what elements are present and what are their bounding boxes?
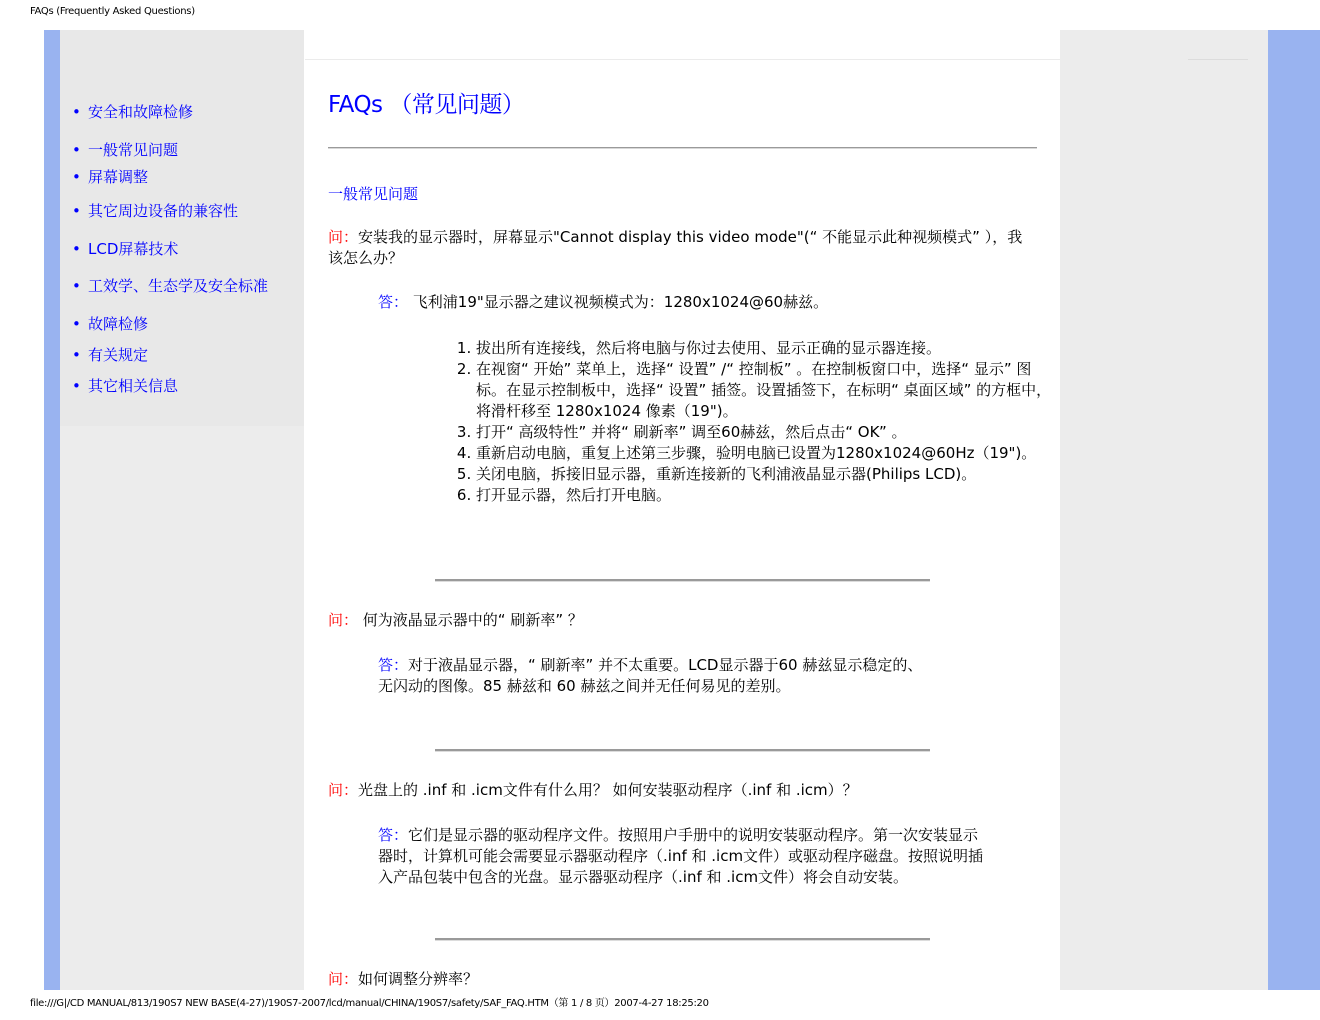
answer-text: 它们是显示器的驱动程序文件。按照用户手册中的说明安装驱动程序。第一次安装显示器时，计算机可能会需要显示器驱动程序（.inf 和 .icm文件）或驱动程序磁盘。按照说明插入产品包装中包含的光盘。显示器驱动程序（.inf 和 .icm文件）将会自动安装。 — [378, 826, 984, 886]
title-divider — [328, 147, 1037, 149]
question-text: 如何调整分辨率？ — [358, 970, 479, 988]
print-header: FAQs (Frequently Asked Questions) — [30, 6, 195, 17]
answer-label: 答： — [378, 826, 409, 844]
faq-divider — [435, 579, 930, 582]
faq-answer — [378, 655, 978, 697]
sidebar-item-lcd-technology[interactable]: • LCD屏幕技术 — [72, 240, 179, 258]
faq-divider — [435, 749, 930, 752]
answer-label: 答： — [378, 656, 409, 674]
answer-text: 对于液晶显示器，“ 刷新率” 并不太重要。LCD显示器于60 赫兹显示稳定的、 — [408, 656, 923, 674]
sidebar-item-label: LCD屏幕技术 — [88, 240, 179, 258]
answer-text: 无闪动的图像。85 赫兹和 60 赫兹之间并无任何易见的差别。 — [378, 677, 791, 695]
sidebar-item-other-info[interactable]: • 其它相关信息 — [72, 377, 179, 395]
list-item: 2. 在视窗“ 开始” 菜单上，选择“ 设置” /“ 控制板” 。在控制板窗口中，选择“ 显示” 图标。在显示控制板中，选择“ 设置” 插签。设置插签下，在标明“ 桌面区域” 的方框中，将滑杆移至 1280x1024 像素（19")。 — [476, 359, 1052, 422]
question-label: 问： — [328, 970, 359, 988]
left-blue-border — [44, 30, 60, 990]
faq-question — [328, 969, 1033, 990]
sidebar-item-label: 一般常见问题 — [88, 141, 179, 159]
faq-answer — [378, 825, 988, 888]
question-text: 安装我的显示器时，屏幕显示"Cannot display this video mode"(“ 不能显示此种视频模式” ），我该怎么办？ — [328, 228, 1023, 267]
right-blue-border — [1268, 30, 1320, 990]
sidebar-item-label: 安全和故障检修 — [88, 103, 194, 121]
sidebar-item-label: 其它周边设备的兼容性 — [88, 202, 239, 220]
list-item: 6. 打开显示器，然后打开电脑。 — [476, 485, 1052, 506]
section-title: 一般常见问题 — [328, 185, 419, 203]
sidebar-item-label: 屏幕调整 — [88, 168, 149, 186]
sidebar-item-peripheral-compatibility[interactable]: • 其它周边设备的兼容性 — [72, 202, 239, 220]
sidebar-nav-background — [60, 30, 304, 426]
steps-list — [458, 338, 1052, 506]
sidebar-item-label: 其它相关信息 — [88, 377, 179, 395]
right-panel — [1060, 30, 1268, 990]
question-label: 问： — [328, 611, 359, 629]
answer-label: 答： — [378, 293, 409, 311]
faq-question — [328, 610, 1033, 631]
question-label: 问： — [328, 228, 359, 246]
list-item: 1. 拔出所有连接线，然后将电脑与你过去使用、显示正确的显示器连接。 — [476, 338, 1052, 359]
list-item: 3. 打开“ 高级特性” 并将“ 刷新率” 调至60赫兹，然后点击“ OK” 。 — [476, 422, 1052, 443]
content-top-rule — [305, 59, 1060, 60]
sidebar-item-regulations[interactable]: • 有关规定 — [72, 346, 149, 364]
sidebar-item-label: 工效学、生态学及安全标准 — [88, 277, 269, 295]
print-footer: file:///G|/CD MANUAL/813/190S7 NEW BASE(4-27)/190S7-2007/lcd/manual/CHINA/190S7/safety/SAF_FAQ.HTM（第 1 / 8 页）2007-4-27 18:25:20 — [30, 998, 709, 1009]
faq-answer — [378, 292, 1018, 313]
sidebar-item-screen-adjustment[interactable]: • 屏幕调整 — [72, 168, 149, 186]
question-text: 光盘上的 .inf 和 .icm文件有什么用？ 如何安装驱动程序（.inf 和 .icm）？ — [358, 781, 858, 799]
list-item: 4. 重新启动电脑，重复上述第三步骤，验明电脑已设置为1280x1024@60Hz（19")。 — [476, 443, 1052, 464]
list-item: 5. 关闭电脑，拆接旧显示器，重新连接新的飞利浦液晶显示器(Philips LCD)。 — [476, 464, 1052, 485]
sidebar-item-troubleshooting[interactable]: • 故障检修 — [72, 315, 149, 333]
sidebar-item-safety-troubleshooting[interactable]: • 安全和故障检修 — [72, 103, 194, 121]
sidebar-item-general-faq[interactable]: • 一般常见问题 — [72, 141, 179, 159]
faq-question — [328, 227, 1033, 269]
sidebar-item-label: 故障检修 — [88, 315, 149, 333]
page-title: FAQs （常见问题） — [328, 92, 525, 118]
question-text: 何为液晶显示器中的“ 刷新率” ？ — [358, 611, 583, 629]
sidebar-item-ergonomics-standards[interactable]: • 工效学、生态学及安全标准 — [72, 277, 269, 295]
question-label: 问： — [328, 781, 359, 799]
sidebar-item-label: 有关规定 — [88, 346, 149, 364]
answer-text: 飞利浦19"显示器之建议视频模式为：1280x1024@60赫兹。 — [408, 293, 829, 311]
right-panel-rule — [1188, 59, 1248, 60]
faq-question — [328, 780, 1033, 801]
faq-divider — [435, 938, 930, 941]
